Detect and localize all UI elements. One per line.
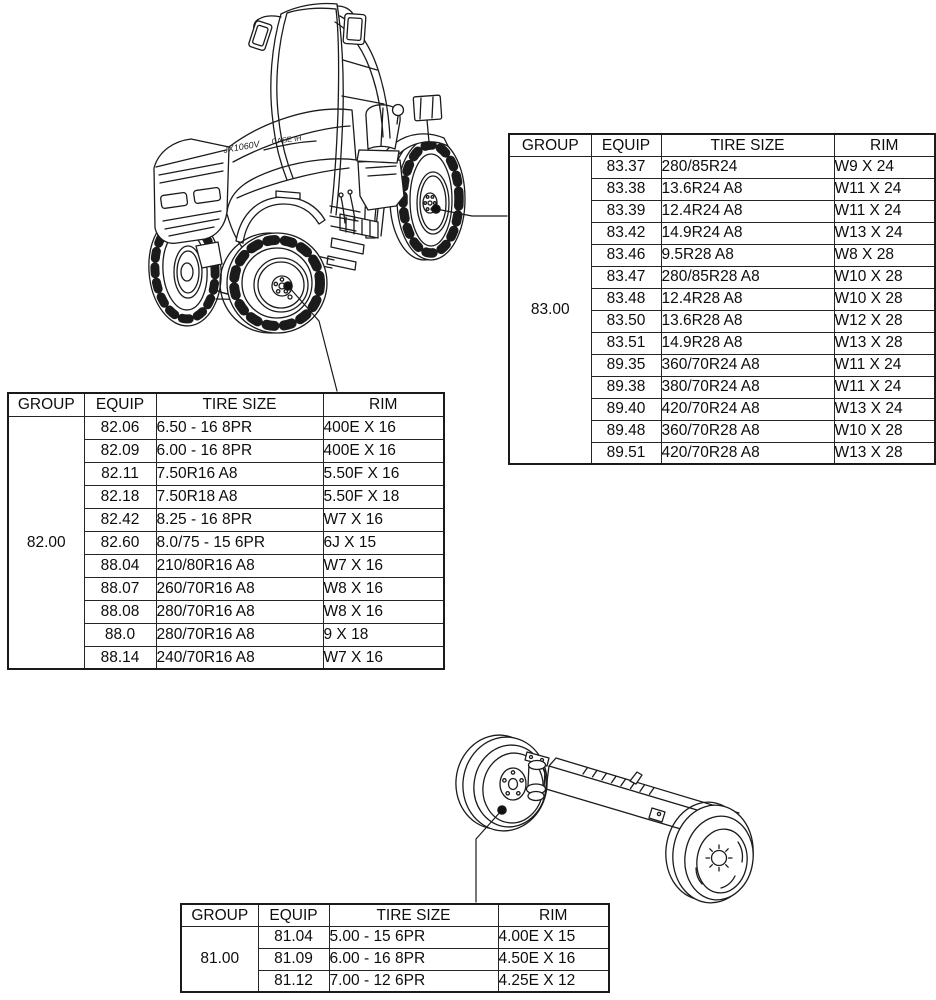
tractor-front-right-wheel [220, 233, 327, 333]
tire-table-group-81 [180, 903, 610, 993]
rim-cell: W10 X 28 [834, 288, 935, 310]
column-header: EQUIP [84, 393, 156, 416]
column-header: TIRE SIZE [661, 134, 834, 156]
equip-cell: 89.35 [591, 354, 661, 376]
tire-table-group-82 [7, 392, 445, 670]
equip-cell: 89.48 [591, 420, 661, 442]
rim-cell: W13 X 24 [834, 398, 935, 420]
column-header: RIM [834, 134, 935, 156]
equip-cell: 82.09 [84, 439, 156, 462]
tire-size-cell: 360/70R24 A8 [661, 354, 834, 376]
tire-size-cell: 280/70R16 A8 [156, 600, 323, 623]
column-header: GROUP [8, 393, 84, 416]
rim-cell: 4.25E X 12 [498, 970, 609, 992]
tire-size-cell: 13.6R24 A8 [661, 178, 834, 200]
column-header: EQUIP [591, 134, 661, 156]
equip-cell: 81.12 [258, 970, 329, 992]
tractor-rear-body [358, 160, 404, 210]
equip-cell: 89.51 [591, 442, 661, 464]
equip-cell: 88.0 [84, 623, 156, 646]
tire-size-cell: 7.00 - 12 6PR [329, 970, 498, 992]
tire-size-cell: 13.6R28 A8 [661, 310, 834, 332]
tractor-beacon [393, 105, 404, 116]
tire-size-cell: 420/70R28 A8 [661, 442, 834, 464]
table-row [509, 156, 935, 178]
rim-cell: W7 X 16 [323, 646, 444, 669]
equip-cell: 88.14 [84, 646, 156, 669]
tire-size-cell: 12.4R24 A8 [661, 200, 834, 222]
table-row [8, 416, 444, 439]
column-header: RIM [323, 393, 444, 416]
column-header: RIM [498, 904, 609, 926]
header-row [181, 904, 609, 926]
equip-cell: 82.60 [84, 531, 156, 554]
header-row [509, 134, 935, 156]
group-cell: 81.00 [181, 926, 258, 992]
equip-cell: 83.39 [591, 200, 661, 222]
front-axle-illustration [450, 730, 760, 908]
rim-cell: 400E X 16 [323, 439, 444, 462]
axle-right-wheel [660, 797, 760, 908]
tire-size-cell: 7.50R16 A8 [156, 462, 323, 485]
rim-cell: W10 X 28 [834, 420, 935, 442]
table-row [181, 926, 609, 948]
rim-cell: 4.00E X 15 [498, 926, 609, 948]
equip-cell: 82.42 [84, 508, 156, 531]
tire-size-cell: 280/85R24 [661, 156, 834, 178]
tire-size-cell: 210/80R16 A8 [156, 554, 323, 577]
rim-cell: W11 X 24 [834, 354, 935, 376]
equip-cell: 82.06 [84, 416, 156, 439]
rim-cell: W13 X 28 [834, 442, 935, 464]
tire-size-cell: 360/70R28 A8 [661, 420, 834, 442]
equip-cell: 83.38 [591, 178, 661, 200]
callout-dot-axle-wheel [498, 806, 506, 814]
tire-size-cell: 9.5R28 A8 [661, 244, 834, 266]
column-header: TIRE SIZE [329, 904, 498, 926]
equip-cell: 81.04 [258, 926, 329, 948]
rim-cell: W12 X 28 [834, 310, 935, 332]
equip-cell: 88.04 [84, 554, 156, 577]
tire-size-cell: 420/70R24 A8 [661, 398, 834, 420]
tire-size-cell: 12.4R28 A8 [661, 288, 834, 310]
equip-cell: 89.40 [591, 398, 661, 420]
column-header: EQUIP [258, 904, 329, 926]
rim-cell: W11 X 24 [834, 178, 935, 200]
tire-size-cell: 6.00 - 16 8PR [156, 439, 323, 462]
group-cell: 83.00 [509, 156, 591, 464]
group-cell: 82.00 [8, 416, 84, 669]
tire-size-cell: 260/70R16 A8 [156, 577, 323, 600]
tire-size-cell: 6.00 - 16 8PR [329, 948, 498, 970]
column-header: GROUP [181, 904, 258, 926]
rim-cell: W7 X 16 [323, 508, 444, 531]
rim-cell: W10 X 28 [834, 266, 935, 288]
tire-size-cell: 280/70R16 A8 [156, 623, 323, 646]
callout-dot-rear-tire [432, 205, 440, 213]
equip-cell: 83.46 [591, 244, 661, 266]
equip-cell: 83.50 [591, 310, 661, 332]
tire-size-cell: 7.50R18 A8 [156, 485, 323, 508]
rim-cell: 9 X 18 [323, 623, 444, 646]
hood-brand-text: CASE IH [271, 133, 303, 146]
rim-cell: 400E X 16 [323, 416, 444, 439]
rim-cell: W13 X 28 [834, 332, 935, 354]
rim-cell: W11 X 24 [834, 200, 935, 222]
equip-cell: 83.48 [591, 288, 661, 310]
tractor-illustration [145, 3, 465, 333]
tire-size-cell: 280/85R28 A8 [661, 266, 834, 288]
rim-cell: W8 X 28 [834, 244, 935, 266]
tire-table-group-83 [508, 133, 936, 465]
equip-cell: 88.07 [84, 577, 156, 600]
tire-size-cell: 5.00 - 15 6PR [329, 926, 498, 948]
rim-cell: W9 X 24 [834, 156, 935, 178]
rim-cell: 6J X 15 [323, 531, 444, 554]
rim-cell: W8 X 16 [323, 600, 444, 623]
equip-cell: 81.09 [258, 948, 329, 970]
tire-size-cell: 8.0/75 - 15 6PR [156, 531, 323, 554]
rim-cell: 5.50F X 16 [323, 462, 444, 485]
tire-size-cell: 8.25 - 16 8PR [156, 508, 323, 531]
equip-cell: 83.37 [591, 156, 661, 178]
tire-size-cell: 380/70R24 A8 [661, 376, 834, 398]
rim-cell: W7 X 16 [323, 554, 444, 577]
tire-size-cell: 14.9R24 A8 [661, 222, 834, 244]
column-header: TIRE SIZE [156, 393, 323, 416]
rim-cell: 5.50F X 18 [323, 485, 444, 508]
rim-cell: W8 X 16 [323, 577, 444, 600]
equip-cell: 83.51 [591, 332, 661, 354]
column-header: GROUP [509, 134, 591, 156]
header-row [8, 393, 444, 416]
rim-cell: W13 X 24 [834, 222, 935, 244]
rim-cell: 4.50E X 16 [498, 948, 609, 970]
tractor-hood [154, 109, 356, 243]
equip-cell: 83.42 [591, 222, 661, 244]
equip-cell: 82.11 [84, 462, 156, 485]
tire-size-cell: 240/70R16 A8 [156, 646, 323, 669]
callout-dot-front-tire [284, 282, 292, 290]
equip-cell: 83.47 [591, 266, 661, 288]
axle-left-wheel [450, 730, 553, 837]
tire-size-cell: 14.9R28 A8 [661, 332, 834, 354]
equip-cell: 88.08 [84, 600, 156, 623]
equip-cell: 89.38 [591, 376, 661, 398]
rim-cell: W11 X 24 [834, 376, 935, 398]
tire-size-cell: 6.50 - 16 8PR [156, 416, 323, 439]
equip-cell: 82.18 [84, 485, 156, 508]
hood-model-text: JX1060V [222, 138, 261, 155]
